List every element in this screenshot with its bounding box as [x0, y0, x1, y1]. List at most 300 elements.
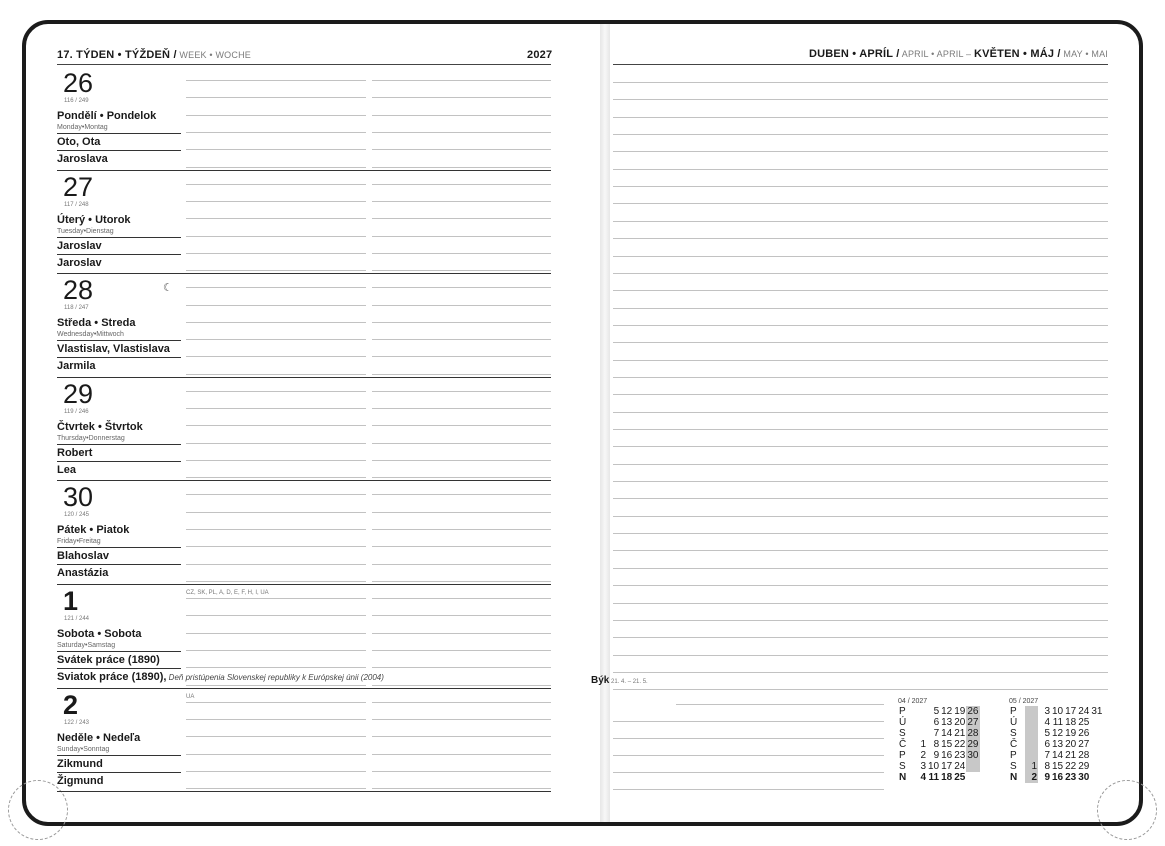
writing-line[interactable]	[372, 460, 551, 461]
writing-line[interactable]	[186, 184, 366, 185]
day-number: 1	[63, 586, 79, 616]
day-name: Sobota • Sobota	[57, 628, 142, 640]
writing-line[interactable]	[186, 132, 366, 133]
weekday-letter: P	[1010, 750, 1017, 761]
day-name: Čtvrtek • Štvrtok	[57, 420, 143, 433]
calendar-day: 23	[1065, 772, 1077, 783]
writing-line[interactable]	[186, 615, 366, 616]
note-line[interactable]	[613, 273, 1108, 274]
left-corner-mark	[8, 780, 68, 840]
note-line[interactable]	[613, 117, 1108, 118]
writing-line[interactable]	[372, 754, 551, 755]
calendar-day	[1090, 761, 1103, 772]
calendar-day: 12	[941, 706, 953, 717]
writing-line[interactable]	[372, 633, 551, 634]
name-day: Oto, Ota	[57, 136, 101, 148]
writing-line[interactable]	[186, 529, 366, 530]
weekday-letter: Ú	[899, 717, 907, 728]
writing-line[interactable]	[372, 97, 551, 98]
name-day-sk-name: Jarmila	[57, 360, 96, 373]
day-of-year: 119 / 246	[64, 408, 89, 415]
zodiac-sign	[591, 675, 648, 686]
calendar-row	[898, 717, 980, 728]
calendar-day: 31	[1091, 706, 1103, 717]
note-line[interactable]	[613, 221, 1108, 222]
calendar-day: 9	[1044, 772, 1050, 783]
day-name: Pondělí • Pondelok	[57, 110, 157, 122]
weekday-letter: S	[1010, 728, 1017, 739]
note-line[interactable]	[613, 755, 884, 756]
month-label-1: DUBEN • APRÍL /	[808, 48, 900, 60]
calendar-day: 27	[967, 717, 979, 728]
note-line[interactable]	[613, 533, 1108, 534]
mini-calendar-grid	[1009, 706, 1104, 783]
writing-line[interactable]	[186, 443, 366, 444]
writing-line[interactable]	[186, 754, 366, 755]
calendar-day: 1	[1025, 761, 1038, 772]
note-line[interactable]	[613, 498, 1108, 499]
name-day-sk	[57, 775, 103, 787]
day-name-translations: Monday•Montag	[57, 124, 108, 131]
calendar-day: 21	[954, 728, 966, 739]
note-line[interactable]	[613, 603, 1108, 604]
writing-line[interactable]	[186, 425, 366, 426]
weekday-letter: Ú	[1010, 717, 1018, 728]
day-block-rule	[57, 791, 551, 792]
writing-line[interactable]	[186, 667, 366, 668]
writing-line[interactable]	[372, 287, 551, 288]
note-line[interactable]	[613, 568, 1108, 569]
name-day: Robert	[57, 446, 93, 459]
calendar-day: 5	[933, 706, 940, 717]
calendar-day: 5	[1044, 728, 1050, 739]
week-label-other: WEEK • WOCHE	[176, 50, 251, 60]
day-of-year: 116 / 249	[64, 98, 89, 104]
writing-line[interactable]	[372, 408, 551, 409]
writing-line[interactable]	[186, 546, 366, 547]
note-line[interactable]	[613, 689, 1108, 690]
writing-line[interactable]	[186, 408, 366, 409]
writing-line[interactable]	[186, 253, 366, 254]
writing-line[interactable]	[186, 287, 366, 288]
writing-line[interactable]	[186, 374, 366, 375]
writing-line[interactable]	[372, 80, 551, 81]
writing-line[interactable]	[372, 253, 551, 254]
calendar-day: 20	[1065, 739, 1077, 750]
writing-line[interactable]	[372, 529, 551, 530]
week-label: 17. TÝDEN • TÝŽDEŇ /	[57, 49, 177, 61]
note-line[interactable]	[613, 481, 1108, 482]
separator-line	[57, 461, 181, 462]
note-line[interactable]	[613, 342, 1108, 343]
note-line[interactable]	[613, 308, 1108, 309]
calendar-day	[1025, 717, 1038, 728]
calendar-row	[898, 761, 980, 772]
calendar-day: 3	[1044, 706, 1050, 717]
name-day-sk-name: Jaroslava	[57, 153, 108, 165]
day-of-year: 121 / 244	[64, 616, 90, 622]
calendar-day: 6	[1044, 739, 1050, 750]
writing-line[interactable]	[186, 633, 366, 634]
separator-line	[57, 133, 181, 134]
calendar-day: 10	[1052, 706, 1064, 717]
calendar-day: 8	[933, 739, 940, 750]
calendar-day: 18	[1065, 717, 1077, 728]
name-day: Zikmund	[57, 757, 103, 770]
writing-line[interactable]	[186, 736, 366, 737]
note-line[interactable]	[613, 721, 884, 722]
note-line[interactable]	[613, 290, 1108, 291]
writing-line[interactable]	[186, 236, 366, 237]
weekday-letter: S	[1010, 761, 1017, 772]
day-number: 26	[63, 68, 94, 98]
writing-line[interactable]	[186, 391, 366, 392]
writing-line[interactable]	[372, 132, 551, 133]
right-page-header	[809, 48, 1108, 60]
calendar-day: 25	[954, 772, 966, 783]
day-block-rule	[57, 377, 551, 378]
writing-line[interactable]	[372, 305, 551, 306]
calendar-row	[898, 728, 980, 739]
day-block-rule	[57, 688, 551, 689]
calendar-day: 13	[1052, 739, 1064, 750]
day-name-translations: Wednesday•Mittwoch	[57, 331, 124, 339]
calendar-day: 8	[1044, 761, 1050, 772]
writing-line[interactable]	[186, 115, 366, 116]
writing-line[interactable]	[372, 339, 551, 340]
writing-line[interactable]	[372, 201, 551, 202]
writing-line[interactable]	[372, 667, 551, 668]
name-day: Vlastislav, Vlastislava	[57, 343, 170, 356]
calendar-day: 25	[1078, 717, 1090, 728]
calendar-day: 12	[1052, 728, 1064, 739]
name-day-sk	[57, 464, 76, 476]
note-line[interactable]	[613, 203, 1108, 204]
day-of-year: 117 / 248	[64, 201, 89, 208]
note-line[interactable]	[613, 655, 1108, 656]
writing-line[interactable]	[372, 564, 551, 565]
name-day: Blahoslav	[57, 550, 109, 563]
writing-line[interactable]	[372, 270, 551, 271]
name-day-sk-name: Anastázia	[57, 567, 109, 580]
calendar-day	[1090, 717, 1103, 728]
writing-line[interactable]	[186, 218, 366, 219]
calendar-day: 6	[933, 717, 940, 728]
writing-line[interactable]	[372, 702, 551, 703]
day-name: Středa • Streda	[57, 317, 136, 330]
calendar-day: 19	[1065, 728, 1077, 739]
separator-line	[57, 254, 181, 255]
calendar-day: 29	[1078, 761, 1090, 772]
writing-line[interactable]	[186, 460, 366, 461]
day-block-rule	[57, 273, 551, 274]
writing-line[interactable]	[186, 598, 366, 599]
day-name-translations: Saturday•Samstag	[57, 642, 116, 649]
writing-line[interactable]	[186, 322, 366, 323]
book-spine	[600, 24, 610, 822]
calendar-row	[898, 739, 980, 750]
writing-line[interactable]	[186, 80, 366, 81]
day-number: 28	[63, 275, 94, 306]
holiday-countries: CZ, SK, PL, A, D, E, F, H, I, UA	[186, 590, 269, 596]
separator-line	[57, 237, 181, 238]
name-day-sk-name: Lea	[57, 463, 76, 476]
separator-line	[57, 357, 181, 358]
day-block-rule	[57, 584, 551, 585]
calendar-day: 28	[1078, 750, 1090, 761]
separator-line	[57, 547, 181, 548]
calendar-day: 27	[1078, 739, 1090, 750]
calendar-day: 7	[1044, 750, 1050, 761]
calendar-day: 28	[967, 728, 979, 739]
calendar-day: 22	[954, 739, 966, 750]
writing-line[interactable]	[186, 512, 366, 513]
writing-line[interactable]	[372, 322, 551, 323]
calendar-day: 17	[941, 761, 953, 772]
note-line[interactable]	[613, 772, 884, 773]
weekday-letter: S	[899, 728, 906, 739]
calendar-day: 18	[941, 772, 953, 783]
writing-line[interactable]	[186, 494, 366, 495]
holiday-countries: UA	[186, 693, 195, 700]
calendar-day: 14	[941, 728, 953, 739]
calendar-day: 10	[928, 761, 940, 772]
writing-line[interactable]	[186, 581, 366, 582]
writing-line[interactable]	[372, 788, 551, 789]
writing-line[interactable]	[372, 391, 551, 392]
month-label-1-other: APRIL • APRIL –	[899, 49, 974, 59]
separator-line	[57, 755, 181, 756]
moon-phase-icon: ☾	[163, 282, 173, 295]
writing-line[interactable]	[372, 598, 551, 599]
calendar-row	[1009, 772, 1104, 783]
calendar-day	[1090, 750, 1103, 761]
note-line[interactable]	[613, 360, 1108, 361]
calendar-day: 29	[967, 739, 979, 750]
writing-line[interactable]	[372, 736, 551, 737]
writing-line[interactable]	[372, 149, 551, 150]
writing-line[interactable]	[372, 184, 551, 185]
day-name: Neděle • Nedeľa	[57, 731, 141, 744]
calendar-day: 14	[1052, 750, 1064, 761]
day-name: Úterý • Utorok	[57, 213, 131, 226]
note-line[interactable]	[613, 446, 1108, 447]
note-line[interactable]	[613, 585, 1108, 586]
name-day-sk	[57, 567, 108, 579]
weekday-letter: P	[1010, 706, 1017, 717]
writing-line[interactable]	[186, 788, 366, 789]
weekday-letter: N	[1010, 772, 1018, 783]
note-line[interactable]	[613, 738, 884, 739]
writing-line[interactable]	[372, 581, 551, 582]
left-page-header	[57, 49, 251, 61]
calendar-row	[1009, 728, 1104, 739]
day-block-rule	[57, 480, 551, 481]
calendar-day: 2	[1025, 772, 1038, 783]
calendar-row	[898, 706, 980, 717]
writing-line[interactable]	[186, 149, 366, 150]
calendar-row	[898, 772, 980, 783]
calendar-day: 26	[967, 706, 979, 717]
note-line[interactable]	[613, 151, 1108, 152]
calendar-day: 24	[1078, 706, 1090, 717]
day-number: 30	[63, 482, 94, 513]
note-line[interactable]	[613, 169, 1108, 170]
writing-line[interactable]	[372, 771, 551, 772]
day-name-translations: Thursday•Donnerstag	[57, 434, 125, 442]
writing-line[interactable]	[372, 356, 551, 357]
day-name: Pátek • Piatok	[57, 524, 130, 537]
separator-line	[57, 564, 181, 565]
writing-line[interactable]	[372, 719, 551, 720]
note-line[interactable]	[613, 672, 1108, 673]
day-number: 29	[63, 378, 94, 409]
weekday-letter: P	[899, 706, 906, 717]
calendar-day: 1	[920, 739, 926, 750]
calendar-day: 19	[954, 706, 966, 717]
writing-line[interactable]	[372, 477, 551, 478]
note-line[interactable]	[613, 186, 1108, 187]
writing-line[interactable]	[186, 167, 366, 168]
calendar-row	[1009, 761, 1104, 772]
calendar-day: 22	[1065, 761, 1077, 772]
day-name-translations: Friday•Freitag	[57, 538, 101, 546]
writing-line[interactable]	[372, 167, 551, 168]
calendar-day	[1090, 739, 1103, 750]
calendar-day	[1090, 728, 1103, 739]
calendar-day: 20	[954, 717, 966, 728]
note-line[interactable]	[613, 464, 1108, 465]
writing-line[interactable]	[372, 236, 551, 237]
writing-line[interactable]	[186, 305, 366, 306]
calendar-day: 16	[941, 750, 953, 761]
writing-line[interactable]	[372, 685, 551, 686]
writing-line[interactable]	[372, 115, 551, 116]
weekday-letter: P	[899, 750, 906, 761]
writing-line[interactable]	[186, 477, 366, 478]
mini-calendar-title: 04 / 2027	[898, 698, 928, 705]
commemoration-text: Deň pristúpenia Slovenskej republiky k Európskej únii (2004)	[166, 673, 384, 682]
writing-line[interactable]	[372, 512, 551, 513]
year-label: 2027	[527, 49, 553, 61]
writing-line[interactable]	[186, 97, 366, 98]
day-of-year: 118 / 247	[64, 305, 89, 312]
calendar-day: 2	[920, 750, 926, 761]
calendar-day: 3	[920, 761, 926, 772]
calendar-row	[1009, 739, 1104, 750]
name-day-sk	[57, 671, 384, 683]
calendar-day: 4	[920, 772, 926, 783]
note-line[interactable]	[676, 704, 884, 705]
calendar-day: 21	[1065, 750, 1077, 761]
note-line[interactable]	[613, 550, 1108, 551]
calendar-day	[914, 728, 927, 739]
zodiac-range: 21. 4. – 21. 5.	[609, 679, 648, 685]
calendar-day: 15	[941, 739, 953, 750]
writing-line[interactable]	[372, 650, 551, 651]
writing-line[interactable]	[186, 771, 366, 772]
writing-line[interactable]	[186, 270, 366, 271]
note-line[interactable]	[613, 394, 1108, 395]
note-line[interactable]	[613, 412, 1108, 413]
calendar-row	[1009, 706, 1104, 717]
writing-line[interactable]	[186, 564, 366, 565]
day-number: 2	[63, 689, 79, 720]
note-line[interactable]	[613, 99, 1108, 100]
day-name-translations: Sunday•Sonntag	[57, 745, 110, 753]
name-day-sk	[57, 153, 108, 165]
separator-line	[57, 668, 181, 669]
calendar-day: 7	[933, 728, 940, 739]
note-line[interactable]	[613, 516, 1108, 517]
note-line[interactable]	[613, 82, 1108, 83]
day-of-year: 120 / 245	[64, 512, 90, 519]
calendar-day	[1025, 706, 1038, 717]
writing-line[interactable]	[372, 374, 551, 375]
calendar-day	[1025, 728, 1038, 739]
calendar-day: 30	[967, 750, 979, 761]
note-line[interactable]	[613, 620, 1108, 621]
writing-line[interactable]	[186, 719, 366, 720]
calendar-day	[966, 772, 979, 783]
separator-line	[57, 772, 181, 773]
note-line[interactable]	[613, 256, 1108, 257]
zodiac-name: Býk	[591, 675, 610, 686]
writing-line[interactable]	[186, 201, 366, 202]
note-line[interactable]	[613, 325, 1108, 326]
writing-line[interactable]	[372, 443, 551, 444]
writing-line[interactable]	[372, 546, 551, 547]
separator-line	[57, 150, 181, 151]
note-line[interactable]	[613, 238, 1108, 239]
left-header-rule	[57, 64, 551, 65]
writing-line[interactable]	[186, 356, 366, 357]
note-line[interactable]	[613, 377, 1108, 378]
writing-line[interactable]	[372, 615, 551, 616]
name-day: Jaroslav	[57, 239, 102, 252]
calendar-day	[1025, 750, 1038, 761]
calendar-day: 17	[1065, 706, 1077, 717]
calendar-row	[1009, 750, 1104, 761]
calendar-day: 24	[954, 761, 966, 772]
day-of-year: 122 / 243	[64, 719, 90, 726]
writing-line[interactable]	[186, 685, 366, 686]
calendar-day: 26	[1078, 728, 1090, 739]
writing-line[interactable]	[186, 339, 366, 340]
calendar-day: 30	[1078, 772, 1090, 783]
calendar-row	[898, 750, 980, 761]
mini-calendar-grid	[898, 706, 980, 783]
mini-calendar-may	[1009, 698, 1104, 783]
writing-line[interactable]	[372, 425, 551, 426]
separator-line	[57, 651, 181, 652]
note-line[interactable]	[613, 134, 1108, 135]
calendar-day	[1025, 739, 1038, 750]
calendar-day: 4	[1044, 717, 1050, 728]
writing-line[interactable]	[186, 650, 366, 651]
note-line[interactable]	[613, 429, 1108, 430]
calendar-day	[914, 706, 927, 717]
calendar-day: 16	[1052, 772, 1064, 783]
weekday-letter: S	[899, 761, 906, 772]
writing-line[interactable]	[372, 494, 551, 495]
note-line[interactable]	[613, 637, 1108, 638]
writing-line[interactable]	[372, 218, 551, 219]
mini-calendar-title: 05 / 2027	[1009, 698, 1039, 705]
writing-line[interactable]	[186, 702, 366, 703]
mini-calendar-april	[898, 698, 980, 783]
note-line[interactable]	[613, 789, 884, 790]
